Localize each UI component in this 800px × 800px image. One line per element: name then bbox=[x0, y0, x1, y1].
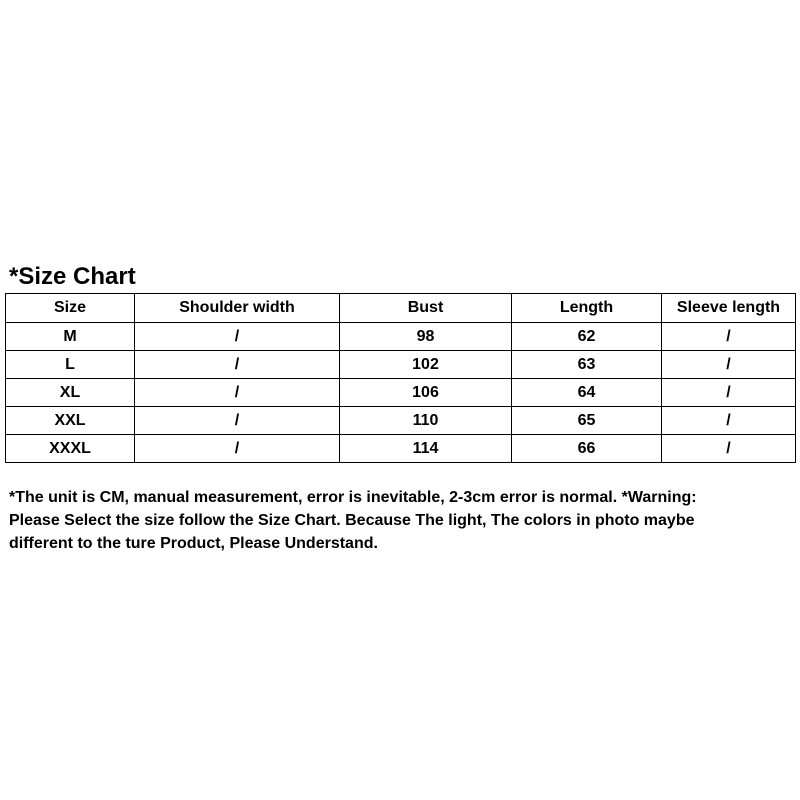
header-sleeve-length: Sleeve length bbox=[662, 294, 796, 323]
header-size: Size bbox=[6, 294, 135, 323]
cell-sleeve-length: / bbox=[662, 323, 796, 351]
cell-length: 63 bbox=[512, 351, 662, 379]
cell-shoulder-width: / bbox=[135, 379, 340, 407]
cell-size: L bbox=[6, 351, 135, 379]
cell-size: XL bbox=[6, 379, 135, 407]
note-line: *The unit is CM, manual measurement, error is inevitable, 2-3cm error is normal. *Warning: bbox=[9, 489, 697, 506]
cell-shoulder-width: / bbox=[135, 323, 340, 351]
cell-bust: 110 bbox=[340, 407, 512, 435]
header-shoulder-width: Shoulder width bbox=[135, 294, 340, 323]
note-line: Please Select the size follow the Size Chart. Because The light, The colors in photo maybe bbox=[9, 512, 695, 529]
cell-sleeve-length: / bbox=[662, 435, 796, 463]
cell-length: 64 bbox=[512, 379, 662, 407]
cell-bust: 98 bbox=[340, 323, 512, 351]
note-line: different to the ture Product, Please Understand. bbox=[9, 535, 378, 552]
cell-shoulder-width: / bbox=[135, 435, 340, 463]
cell-sleeve-length: / bbox=[662, 379, 796, 407]
cell-shoulder-width: / bbox=[135, 351, 340, 379]
cell-length: 66 bbox=[512, 435, 662, 463]
cell-size: XXL bbox=[6, 407, 135, 435]
cell-length: 65 bbox=[512, 407, 662, 435]
table-row bbox=[6, 435, 796, 463]
cell-shoulder-width: / bbox=[135, 407, 340, 435]
table-row bbox=[6, 351, 796, 379]
cell-bust: 114 bbox=[340, 435, 512, 463]
cell-sleeve-length: / bbox=[662, 407, 796, 435]
cell-size: XXXL bbox=[6, 435, 135, 463]
size-chart-table bbox=[5, 293, 796, 463]
table-row bbox=[6, 379, 796, 407]
cell-length: 62 bbox=[512, 323, 662, 351]
table-row bbox=[6, 323, 796, 351]
table-header-row bbox=[6, 294, 796, 323]
cell-size: M bbox=[6, 323, 135, 351]
header-bust: Bust bbox=[340, 294, 512, 323]
cell-bust: 102 bbox=[340, 351, 512, 379]
table-row bbox=[6, 407, 796, 435]
cell-sleeve-length: / bbox=[662, 351, 796, 379]
size-chart-title: *Size Chart bbox=[9, 263, 136, 290]
cell-bust: 106 bbox=[340, 379, 512, 407]
header-length: Length bbox=[512, 294, 662, 323]
size-chart-note bbox=[9, 486, 791, 555]
